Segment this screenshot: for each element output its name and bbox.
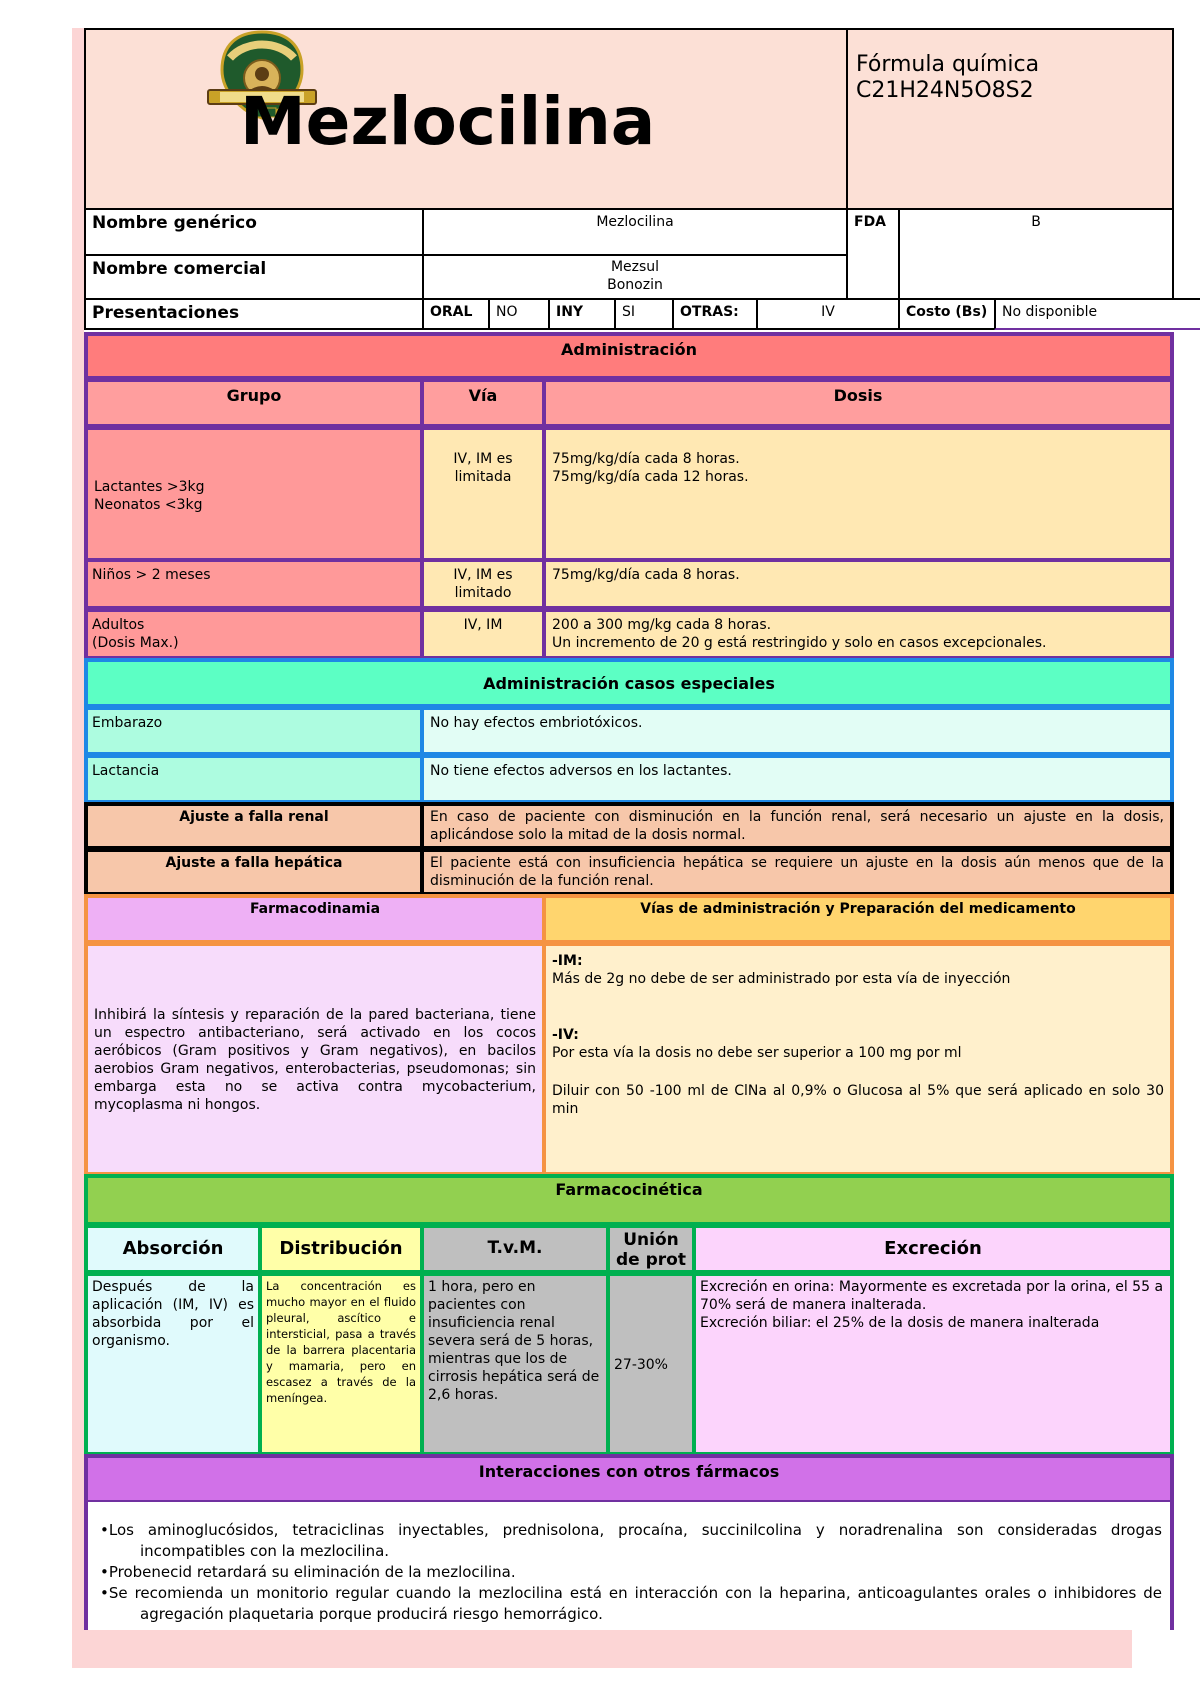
- interaction-item-3: •Se recomienda un monitorio regular cuando la mezlocilina está en interacción con la heparina, anticoagulantes orales o inhibidores de agregación plaquetaria porque producirá riesgo hemorrágico.: [100, 1584, 1162, 1623]
- iny-value: SI: [622, 304, 636, 320]
- routes-section-header: [542, 894, 1174, 944]
- interactions-section-header: [84, 1454, 1174, 1504]
- tvm-body: [420, 1272, 610, 1456]
- pregnancy-label: Embarazo: [92, 715, 163, 731]
- admin-row-1-group-line-1: Lactantes >3kg: [94, 479, 205, 495]
- iny-label-cell: [548, 298, 616, 330]
- fda-label-cell: [846, 208, 900, 300]
- otras-value: IV: [821, 304, 835, 320]
- renal-label: Ajuste a falla renal: [179, 809, 329, 825]
- pk-title: Farmacocinética: [555, 1180, 703, 1199]
- interactions-body: [84, 1502, 1174, 1630]
- admin-row-3-group: [84, 608, 424, 660]
- otras-label-cell: [672, 298, 758, 330]
- commercial-label: Nombre comercial: [92, 259, 267, 279]
- commercial-value-cell: [422, 254, 848, 300]
- cost-value-cell: [994, 298, 1200, 330]
- left-decor-strip: [72, 28, 84, 1668]
- page-title: Mezlocilina: [240, 83, 656, 160]
- special-title: Administración casos especiales: [483, 674, 775, 693]
- binding-label-line-2: de prot: [616, 1250, 686, 1270]
- admin-title: Administración: [560, 340, 698, 359]
- iny-value-cell: [614, 298, 674, 330]
- fda-label: FDA: [854, 214, 887, 230]
- distribution-header: [258, 1224, 424, 1274]
- otras-label: OTRAS:: [680, 304, 739, 320]
- commercial-label-cell: [84, 254, 424, 300]
- cost-label: Costo (Bs): [906, 304, 988, 320]
- oral-value: NO: [496, 304, 518, 320]
- pd-section-header: [84, 894, 546, 944]
- pd-title: Farmacodinamia: [249, 901, 381, 917]
- admin-col-dose: [542, 378, 1174, 428]
- admin-row-2-group: [84, 558, 424, 610]
- generic-label-cell: [84, 208, 424, 256]
- hepatic-value: El paciente está con insuficiencia hepática se requiere un ajuste en la dosis aún menos que de la disminución de la función renal.: [430, 855, 1164, 889]
- admin-row-2-route: [420, 558, 546, 610]
- hepatic-label-cell: [84, 848, 424, 896]
- distribution-text: La concentración es mucho mayor en el fluido pleural, ascítico e intersticial, pasa a través de la barrera placentaria y mamaria, pero en escasez a través de la meníngea.: [266, 1279, 416, 1405]
- admin-row-1-route-line-2: limitada: [454, 469, 512, 485]
- admin-row-3-group-line-1: Adultos: [92, 617, 145, 633]
- excretion-label: Excreción: [884, 1238, 982, 1259]
- admin-row-1-group: [84, 426, 424, 562]
- routes-body-cell: [542, 942, 1174, 1176]
- absorption-header: [84, 1224, 262, 1274]
- admin-row-2-route-line-2: limitado: [454, 585, 512, 601]
- admin-row-2-group-line-1: Niños > 2 meses: [92, 567, 211, 583]
- formula-label: Fórmula química: [856, 52, 1040, 77]
- generic-label: Nombre genérico: [92, 213, 257, 233]
- generic-value: Mezlocilina: [596, 214, 674, 230]
- tvm-label: T.v.M.: [487, 1238, 543, 1258]
- admin-col-route: [420, 378, 546, 428]
- renal-label-cell: [84, 802, 424, 850]
- admin-row-3-route: [420, 608, 546, 660]
- lactation-value-cell: [420, 754, 1174, 804]
- fda-value: B: [1031, 214, 1041, 230]
- admin-row-1-route: [420, 426, 546, 562]
- hepatic-value-cell: [420, 848, 1174, 896]
- binding-body: [606, 1272, 696, 1456]
- iny-label: INY: [556, 304, 584, 320]
- absorption-body: [84, 1272, 262, 1456]
- routes-iv-text: Por esta vía la dosis no debe ser superior a 100 mg por ml: [552, 1045, 962, 1061]
- admin-col-dose-label: Dosis: [833, 386, 883, 405]
- commercial-name-1: Mezsul: [610, 259, 660, 275]
- generic-value-cell: [422, 208, 848, 256]
- admin-row-3-dose-line-2: Un incremento de 20 g está restringido y solo en casos excepcionales.: [552, 635, 1047, 651]
- routes-im-text: Más de 2g no debe de ser administrado por esta vía de inyección: [552, 971, 1011, 987]
- special-section-header: [84, 658, 1174, 708]
- admin-row-2-route-line-1: IV, IM es: [453, 567, 513, 583]
- admin-row-1-route-line-1: IV, IM es: [453, 451, 513, 467]
- bottom-decor-strip: [72, 1630, 1132, 1668]
- excretion-header: [692, 1224, 1174, 1274]
- commercial-name-2: Bonozin: [607, 277, 663, 293]
- tvm-text: 1 hora, pero en pacientes con insuficiencia renal severa será de 5 horas, mientras que los de cirrosis hepática será de 2,6 horas.: [428, 1279, 600, 1403]
- admin-col-group: [84, 378, 424, 428]
- lactation-value: No tiene efectos adversos en los lactantes.: [430, 763, 732, 779]
- routes-title: Vías de administración y Preparación del medicamento: [640, 901, 1076, 917]
- admin-row-1-group-line-2: Neonatos <3kg: [94, 497, 203, 513]
- routes-im-label: -IM:: [552, 953, 583, 969]
- pregnancy-label-cell: [84, 706, 424, 756]
- admin-row-3-route-line-1: IV, IM: [463, 617, 503, 633]
- lactation-label: Lactancia: [92, 763, 160, 779]
- cost-value: No disponible: [1002, 304, 1098, 320]
- renal-value-cell: [420, 802, 1174, 850]
- renal-value: En caso de paciente con disminución en la función renal, será necesario un ajuste en la dosis, aplicándose solo la mitad de la dosis normal.: [430, 809, 1164, 843]
- cost-label-cell: [898, 298, 996, 330]
- tvm-header: [420, 1224, 610, 1274]
- pk-section-header: [84, 1174, 1174, 1226]
- interaction-item-2: •Probenecid retardará su eliminación de la mezlocilina.: [100, 1563, 516, 1581]
- binding-value: 27-30%: [614, 1357, 668, 1373]
- pd-body-cell: [84, 942, 546, 1176]
- admin-row-2-dose-line-1: 75mg/kg/día cada 8 horas.: [552, 567, 740, 583]
- oral-label: ORAL: [430, 304, 473, 320]
- routes-iv-label: -IV:: [552, 1027, 579, 1043]
- pregnancy-value: No hay efectos embriotóxicos.: [430, 715, 643, 731]
- fda-value-cell: [898, 208, 1174, 300]
- pregnancy-value-cell: [420, 706, 1174, 756]
- otras-value-cell: [756, 298, 900, 330]
- binding-label-line-1: Unión: [623, 1230, 679, 1250]
- admin-row-1-dose: [542, 426, 1174, 562]
- oral-value-cell: [488, 298, 550, 330]
- admin-row-3-dose: [542, 608, 1174, 660]
- oral-label-cell: [422, 298, 490, 330]
- admin-col-route-label: Vía: [468, 386, 498, 405]
- excretion-line-1: Excreción en orina: Mayormente es excretada por la orina, el 55 a 70% será de manera inalterada.: [700, 1279, 1164, 1313]
- admin-row-2-dose: [542, 558, 1174, 610]
- distribution-label: Distribución: [279, 1238, 403, 1259]
- excretion-body: [692, 1272, 1174, 1456]
- presentations-label: Presentaciones: [92, 303, 240, 323]
- admin-section-header: [84, 332, 1174, 380]
- excretion-line-2: Excreción biliar: el 25% de la dosis de manera inalterada: [700, 1315, 1100, 1331]
- absorption-text: Después de la aplicación (IM, IV) es absorbida por el organismo.: [92, 1279, 254, 1349]
- distribution-body: [258, 1272, 424, 1456]
- routes-dilution-text: Diluir con 50 -100 ml de ClNa al 0,9% o Glucosa al 5% que será aplicado en solo 30 min: [552, 1083, 1164, 1117]
- pd-text: Inhibirá la síntesis y reparación de la pared bacteriana, tiene un espectro antibacteriano, será activado en los cocos aeróbicos (Gram positivos y Gram negativos), en bacilos aerobios Gram negativos, enterobacterias, pseudomonas; sin embarga esta no se activa contra mycobacterium, mycoplasma ni hongos.: [94, 1007, 536, 1113]
- presentations-label-cell: [84, 298, 424, 330]
- binding-header: [606, 1224, 696, 1274]
- admin-row-3-dose-line-1: 200 a 300 mg/kg cada 8 horas.: [552, 617, 772, 633]
- hepatic-label: Ajuste a falla hepática: [165, 855, 343, 871]
- admin-row-1-dose-line-2: 75mg/kg/día cada 12 horas.: [552, 469, 749, 485]
- admin-col-group-label: Grupo: [226, 386, 282, 405]
- admin-row-3-group-line-2: (Dosis Max.): [92, 635, 179, 651]
- admin-row-1-dose-line-1: 75mg/kg/día cada 8 horas.: [552, 451, 740, 467]
- formula-value: C21H24N5O8S2: [856, 78, 1034, 103]
- interaction-item-1: •Los aminoglucósidos, tetraciclinas inyectables, prednisolona, procaína, succinilcolina y noradrenalina son consideradas drogas incompatibles con la mezlocilina.: [100, 1521, 1162, 1560]
- lactation-label-cell: [84, 754, 424, 804]
- interactions-title: Interacciones con otros fármacos: [478, 1462, 780, 1481]
- absorption-label: Absorción: [122, 1238, 224, 1259]
